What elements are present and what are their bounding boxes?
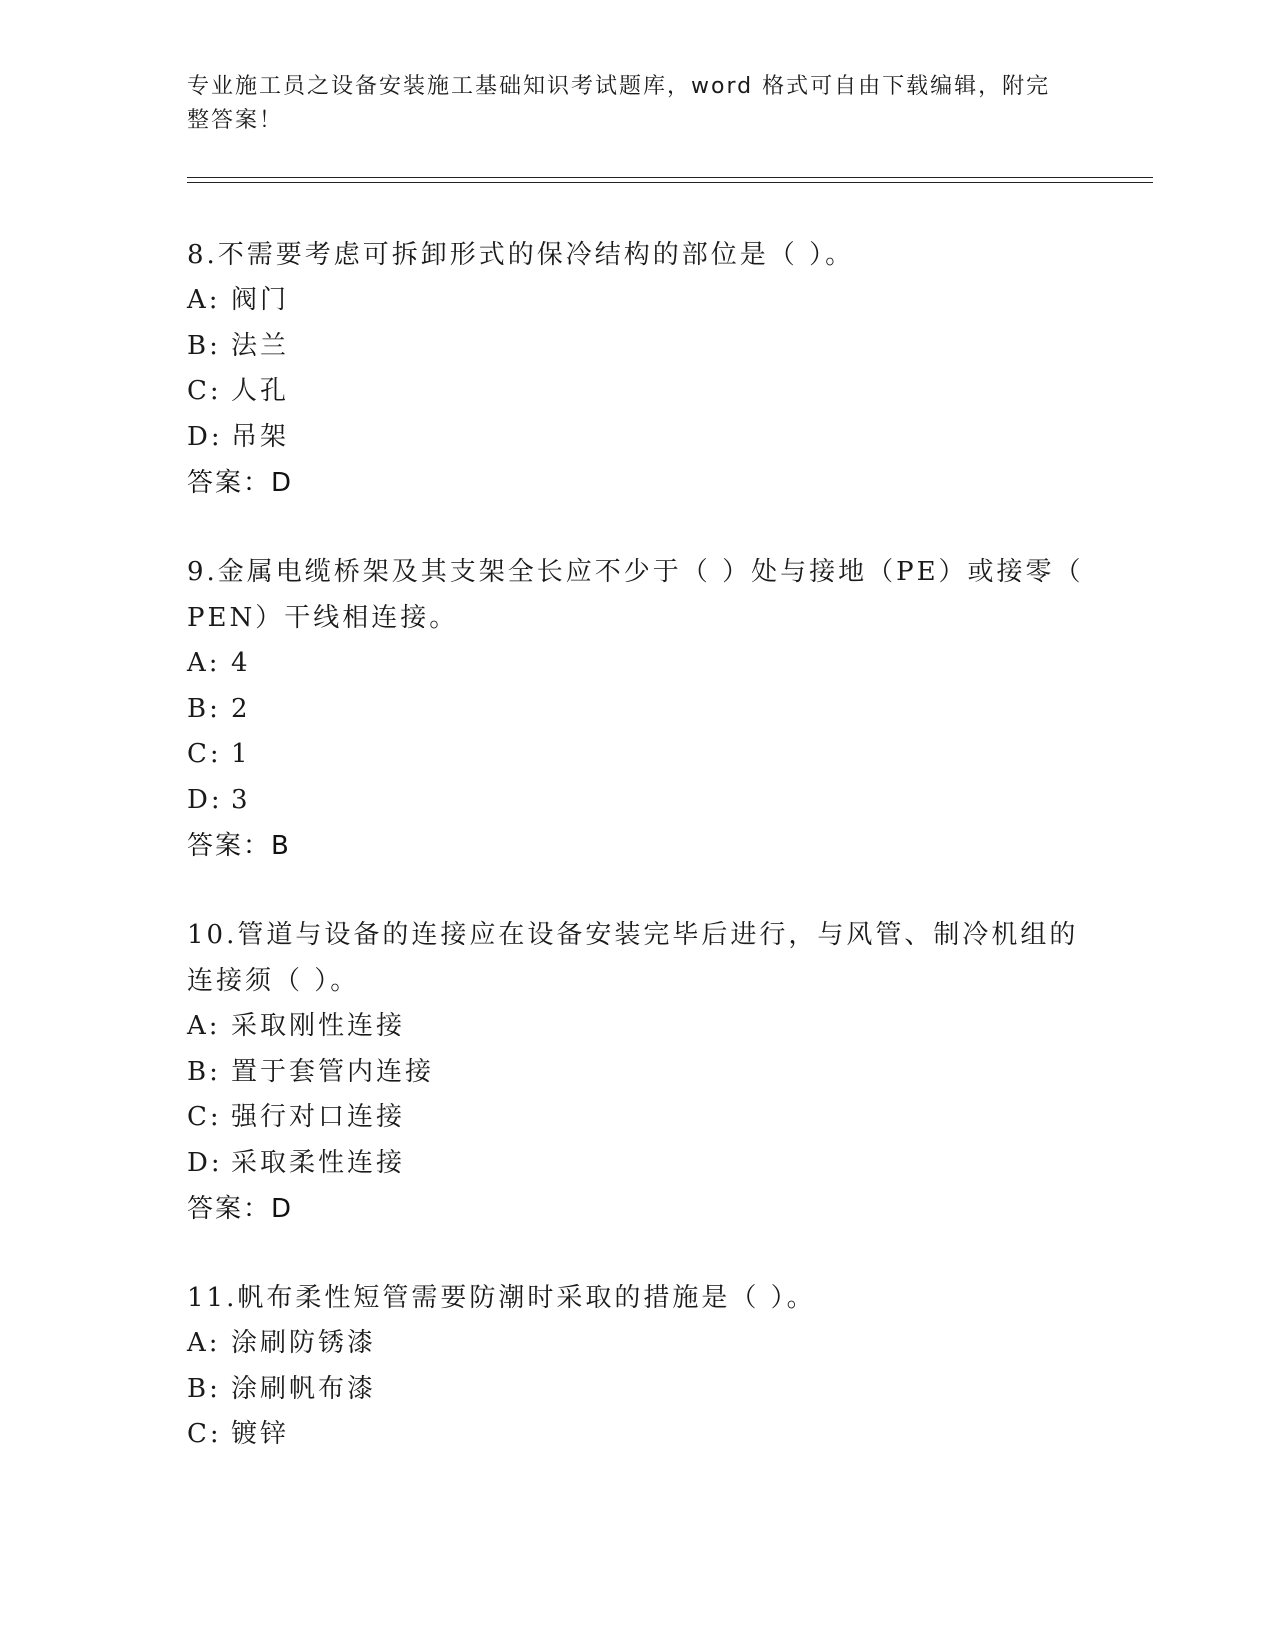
option-c	[187, 1412, 1087, 1458]
header-line-2: 整答案！	[187, 108, 284, 133]
option-a	[187, 1321, 1087, 1367]
question-9	[187, 549, 1087, 869]
option-letter: C:	[187, 1102, 222, 1132]
question-stem: 8.不需要考虑可拆卸形式的保冷结构的部位是（ ）。	[187, 240, 855, 270]
question-stem: 11.帆布柔性短管需要防潮时采取的措施是（ ）。	[187, 1283, 816, 1313]
option-text: 阀门	[231, 285, 290, 315]
option-a	[187, 278, 1087, 324]
option-text: 4	[231, 648, 251, 678]
option-d	[187, 415, 1087, 461]
option-b	[187, 1050, 1087, 1096]
question-stem-continued: PEN）干线相连接。	[187, 603, 459, 633]
question-stem: 10.管道与设备的连接应在设备安装完毕后进行，与风管、制冷机组的	[187, 920, 1079, 950]
option-b	[187, 1367, 1087, 1413]
option-text: 法兰	[231, 330, 290, 361]
option-c	[187, 1095, 1087, 1141]
option-text: 置于套管内连接	[231, 1056, 435, 1087]
option-letter: C:	[187, 1419, 222, 1449]
answer-line: 答案：D	[187, 1194, 294, 1224]
option-b	[187, 324, 1087, 370]
option-text: 涂刷帆布漆	[231, 1373, 377, 1404]
option-text: 吊架	[231, 421, 290, 452]
option-text: 涂刷防锈漆	[231, 1328, 377, 1358]
option-text: 1	[231, 739, 251, 769]
header-line-1: 专业施工员之设备安装施工基础知识考试题库，word 格式可自由下载编辑，附完	[187, 74, 1051, 99]
question-stem-continued: 连接须（ ）。	[187, 966, 360, 996]
option-text: 采取刚性连接	[231, 1011, 406, 1041]
option-a	[187, 641, 1087, 687]
question-8	[187, 232, 1087, 506]
header-divider-top	[187, 177, 1153, 178]
option-text: 强行对口连接	[231, 1102, 406, 1132]
question-10	[187, 912, 1087, 1232]
option-letter: D:	[187, 1147, 223, 1178]
document-header	[187, 70, 1087, 138]
option-c	[187, 369, 1087, 415]
option-letter: B:	[187, 1373, 221, 1404]
option-letter: A:	[187, 285, 221, 315]
question-stem: 9.金属电缆桥架及其支架全长应不少于（ ）处与接地（PE）或接零（	[187, 557, 1084, 587]
option-text: 2	[231, 693, 251, 724]
option-d	[187, 778, 1087, 824]
answer-line: 答案：B	[187, 831, 291, 861]
option-letter: D:	[187, 421, 223, 452]
option-letter: A:	[187, 1328, 221, 1358]
option-letter: B:	[187, 330, 221, 361]
option-letter: B:	[187, 1056, 221, 1087]
option-letter: D:	[187, 784, 223, 815]
option-b	[187, 687, 1087, 733]
option-letter: A:	[187, 648, 221, 678]
option-letter: C:	[187, 376, 222, 406]
question-list	[187, 232, 1087, 1458]
option-c	[187, 732, 1087, 778]
option-d	[187, 1141, 1087, 1187]
option-text: 人孔	[231, 376, 290, 406]
option-text: 3	[231, 784, 251, 815]
option-letter: B:	[187, 693, 221, 724]
option-letter: C:	[187, 739, 222, 769]
question-11	[187, 1275, 1087, 1458]
option-letter: A:	[187, 1011, 221, 1041]
option-text: 镀锌	[231, 1419, 290, 1449]
option-text: 采取柔性连接	[231, 1147, 406, 1178]
answer-line: 答案：D	[187, 468, 294, 498]
option-a	[187, 1004, 1087, 1050]
header-divider-bottom	[187, 182, 1153, 183]
